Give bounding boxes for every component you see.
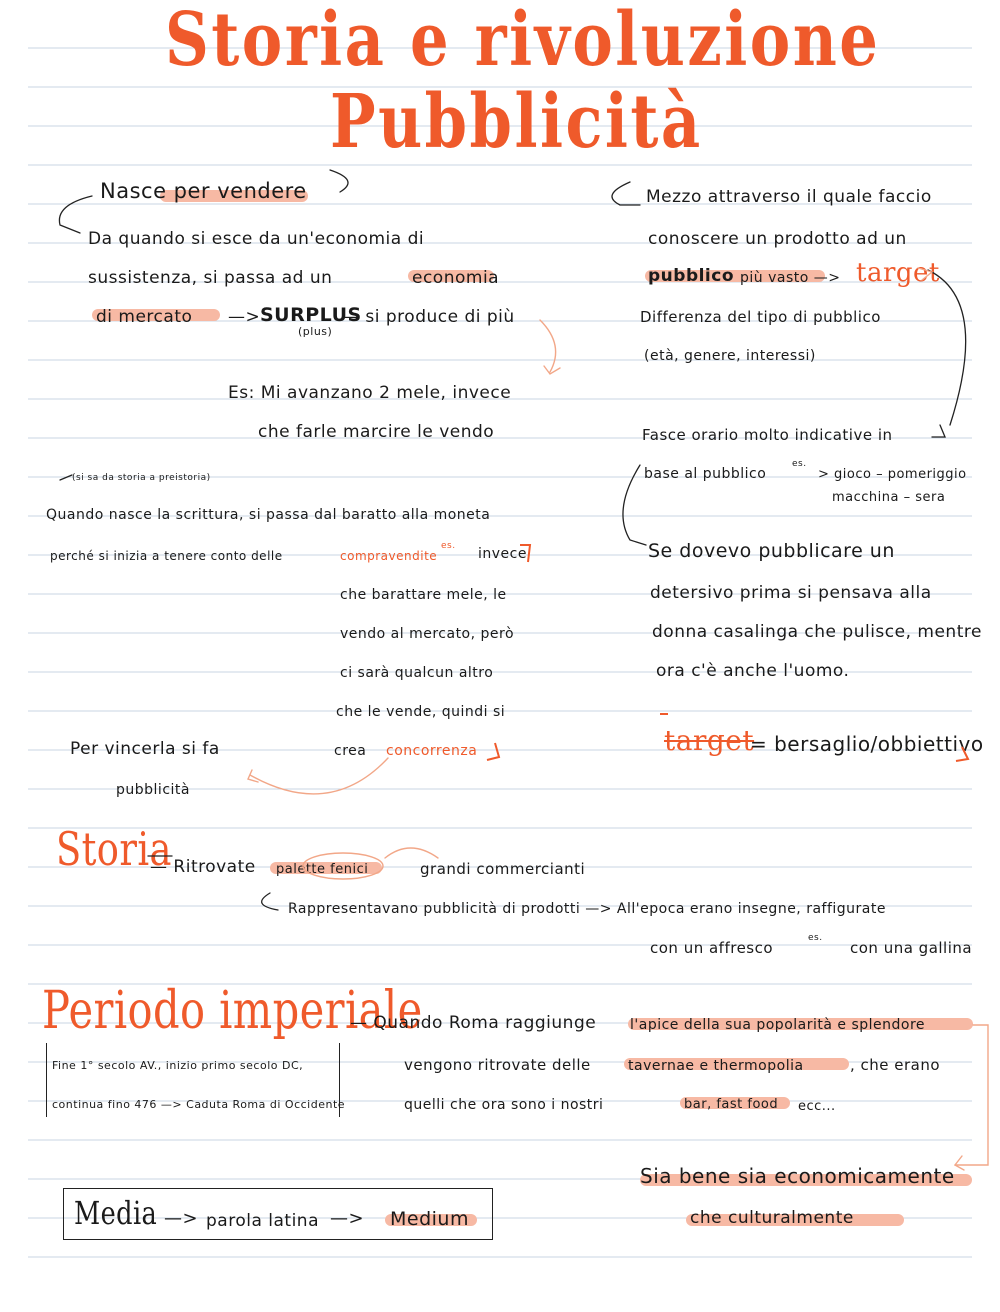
title-line-2: Pubblicità <box>330 79 703 165</box>
es-abbr-1: es. <box>441 541 456 551</box>
con-un-affresco: con un affresco <box>650 939 774 957</box>
grandi-commercianti: grandi commercianti <box>420 860 586 878</box>
base-pubblico: base al pubblico <box>644 466 767 482</box>
right-line-1: Mezzo attraverso il quale faccio <box>646 187 932 207</box>
left-line-3a: di mercato <box>96 307 193 327</box>
sia-bene: Sia bene sia economicamente <box>640 1164 955 1188</box>
gioco-pomeriggio: > gioco – pomeriggio <box>818 467 967 482</box>
target-word: target <box>856 258 940 288</box>
vincerla-line-2: pubblicità <box>116 782 190 798</box>
periodo-imperiale-heading: Periodo imperiale <box>42 981 423 1041</box>
quando-roma: — Quando Roma raggiunge <box>350 1013 597 1033</box>
pubblico: pubblico <box>648 266 735 286</box>
nasce-per-vendere: Nasce per vendere <box>100 179 307 203</box>
media-word: Media <box>74 1194 158 1232</box>
concorrenza: concorrenza <box>386 743 478 759</box>
date-box-line-2: continua fino 476 —> Caduta Roma di Occidente <box>52 1098 346 1111</box>
che-line-3: ci sarà qualcun altro <box>340 665 494 681</box>
che-line-4: che le vende, quindi si <box>336 704 506 720</box>
left-line-3d: — si produce di più <box>342 307 515 327</box>
ecc: ecc... <box>798 1099 836 1114</box>
si-sa-note: (si sa da storia a preistoria) <box>72 473 211 483</box>
left-line-3b: —> <box>228 307 261 327</box>
storia-heading: Storia <box>56 822 172 876</box>
left-line-2a: sussistenza, si passa ad un <box>88 268 333 288</box>
title-line-1: Storia e rivoluzione <box>165 0 881 83</box>
che-line-2: vendo al mercato, però <box>340 626 515 642</box>
surplus: SURPLUS <box>260 304 362 326</box>
differenza: Differenza del tipo di pubblico <box>640 308 881 326</box>
con-una-gallina: con una gallina <box>850 939 973 957</box>
palette-fenici: palette fenici <box>276 862 369 877</box>
quando-line-1: Quando nasce la scrittura, si passa dal baratto alla moneta <box>46 507 491 523</box>
right-line-2: conoscere un prodotto ad un <box>648 229 907 249</box>
ritrovate: — Ritrovate <box>150 857 256 877</box>
compravendite: compravendite <box>340 549 438 563</box>
es-abbr-2: es. <box>792 459 807 469</box>
apice: l'apice della sua popolarità e splendore <box>630 1017 926 1033</box>
quando-line-2a: perché si inizia a tenere conto delle <box>50 549 283 563</box>
plus-note: (plus) <box>298 325 333 338</box>
es-abbr-3: es. <box>808 933 823 943</box>
date-box-line-1: Fine 1° secolo AV., inizio primo secolo DC, <box>52 1059 304 1072</box>
esempio-line-1: Es: Mi avanzano 2 mele, invece <box>228 383 512 403</box>
target-def-word: target <box>664 724 755 757</box>
rappresentavano: Rappresentavano pubblicità di prodotti —> All'epoca erano insegne, raffigurate <box>288 901 886 917</box>
invece: invece <box>478 546 527 562</box>
detersivo: detersivo prima si pensava alla <box>650 583 932 603</box>
media-arrow-1: —> <box>164 1208 199 1229</box>
vengono-ritrovate: vengono ritrovate delle <box>404 1056 591 1074</box>
esempio-line-2: che farle marcire le vendo <box>258 422 495 442</box>
quelli-che-ora: quelli che ora sono i nostri <box>404 1097 604 1113</box>
medium: Medium <box>390 1208 469 1230</box>
left-line-2b: economia <box>412 268 500 288</box>
media-arrow-2: —> <box>330 1208 365 1229</box>
che-line-1: che barattare mele, le <box>340 587 507 603</box>
donna-casalinga: donna casalinga che pulisce, mentre <box>652 622 982 642</box>
bersaglio: = bersaglio/obbiettivo <box>750 732 984 756</box>
fasce-orario: Fasce orario molto indicative in <box>642 426 893 444</box>
crea: crea <box>334 743 367 759</box>
tavernae-thermopolia: tavernae e thermopolia <box>628 1058 804 1074</box>
left-line-1: Da quando si esce da un'economia di <box>88 229 425 249</box>
vincerla-line-1: Per vincerla si fa <box>70 739 220 759</box>
che-culturalmente: che culturalmente <box>690 1208 854 1228</box>
ora-anche-uomo: ora c'è anche l'uomo. <box>656 661 850 681</box>
piu-vasto: più vasto —> <box>740 270 841 286</box>
che-erano: , che erano <box>850 1056 941 1074</box>
eta-genere: (età, genere, interessi) <box>644 348 816 364</box>
se-dovevo: Se dovevo pubblicare un <box>648 540 895 562</box>
macchina-sera: macchina – sera <box>832 490 946 505</box>
parola-latina: parola latina <box>206 1211 319 1231</box>
bar-fast-food: bar, fast food <box>684 1097 779 1112</box>
